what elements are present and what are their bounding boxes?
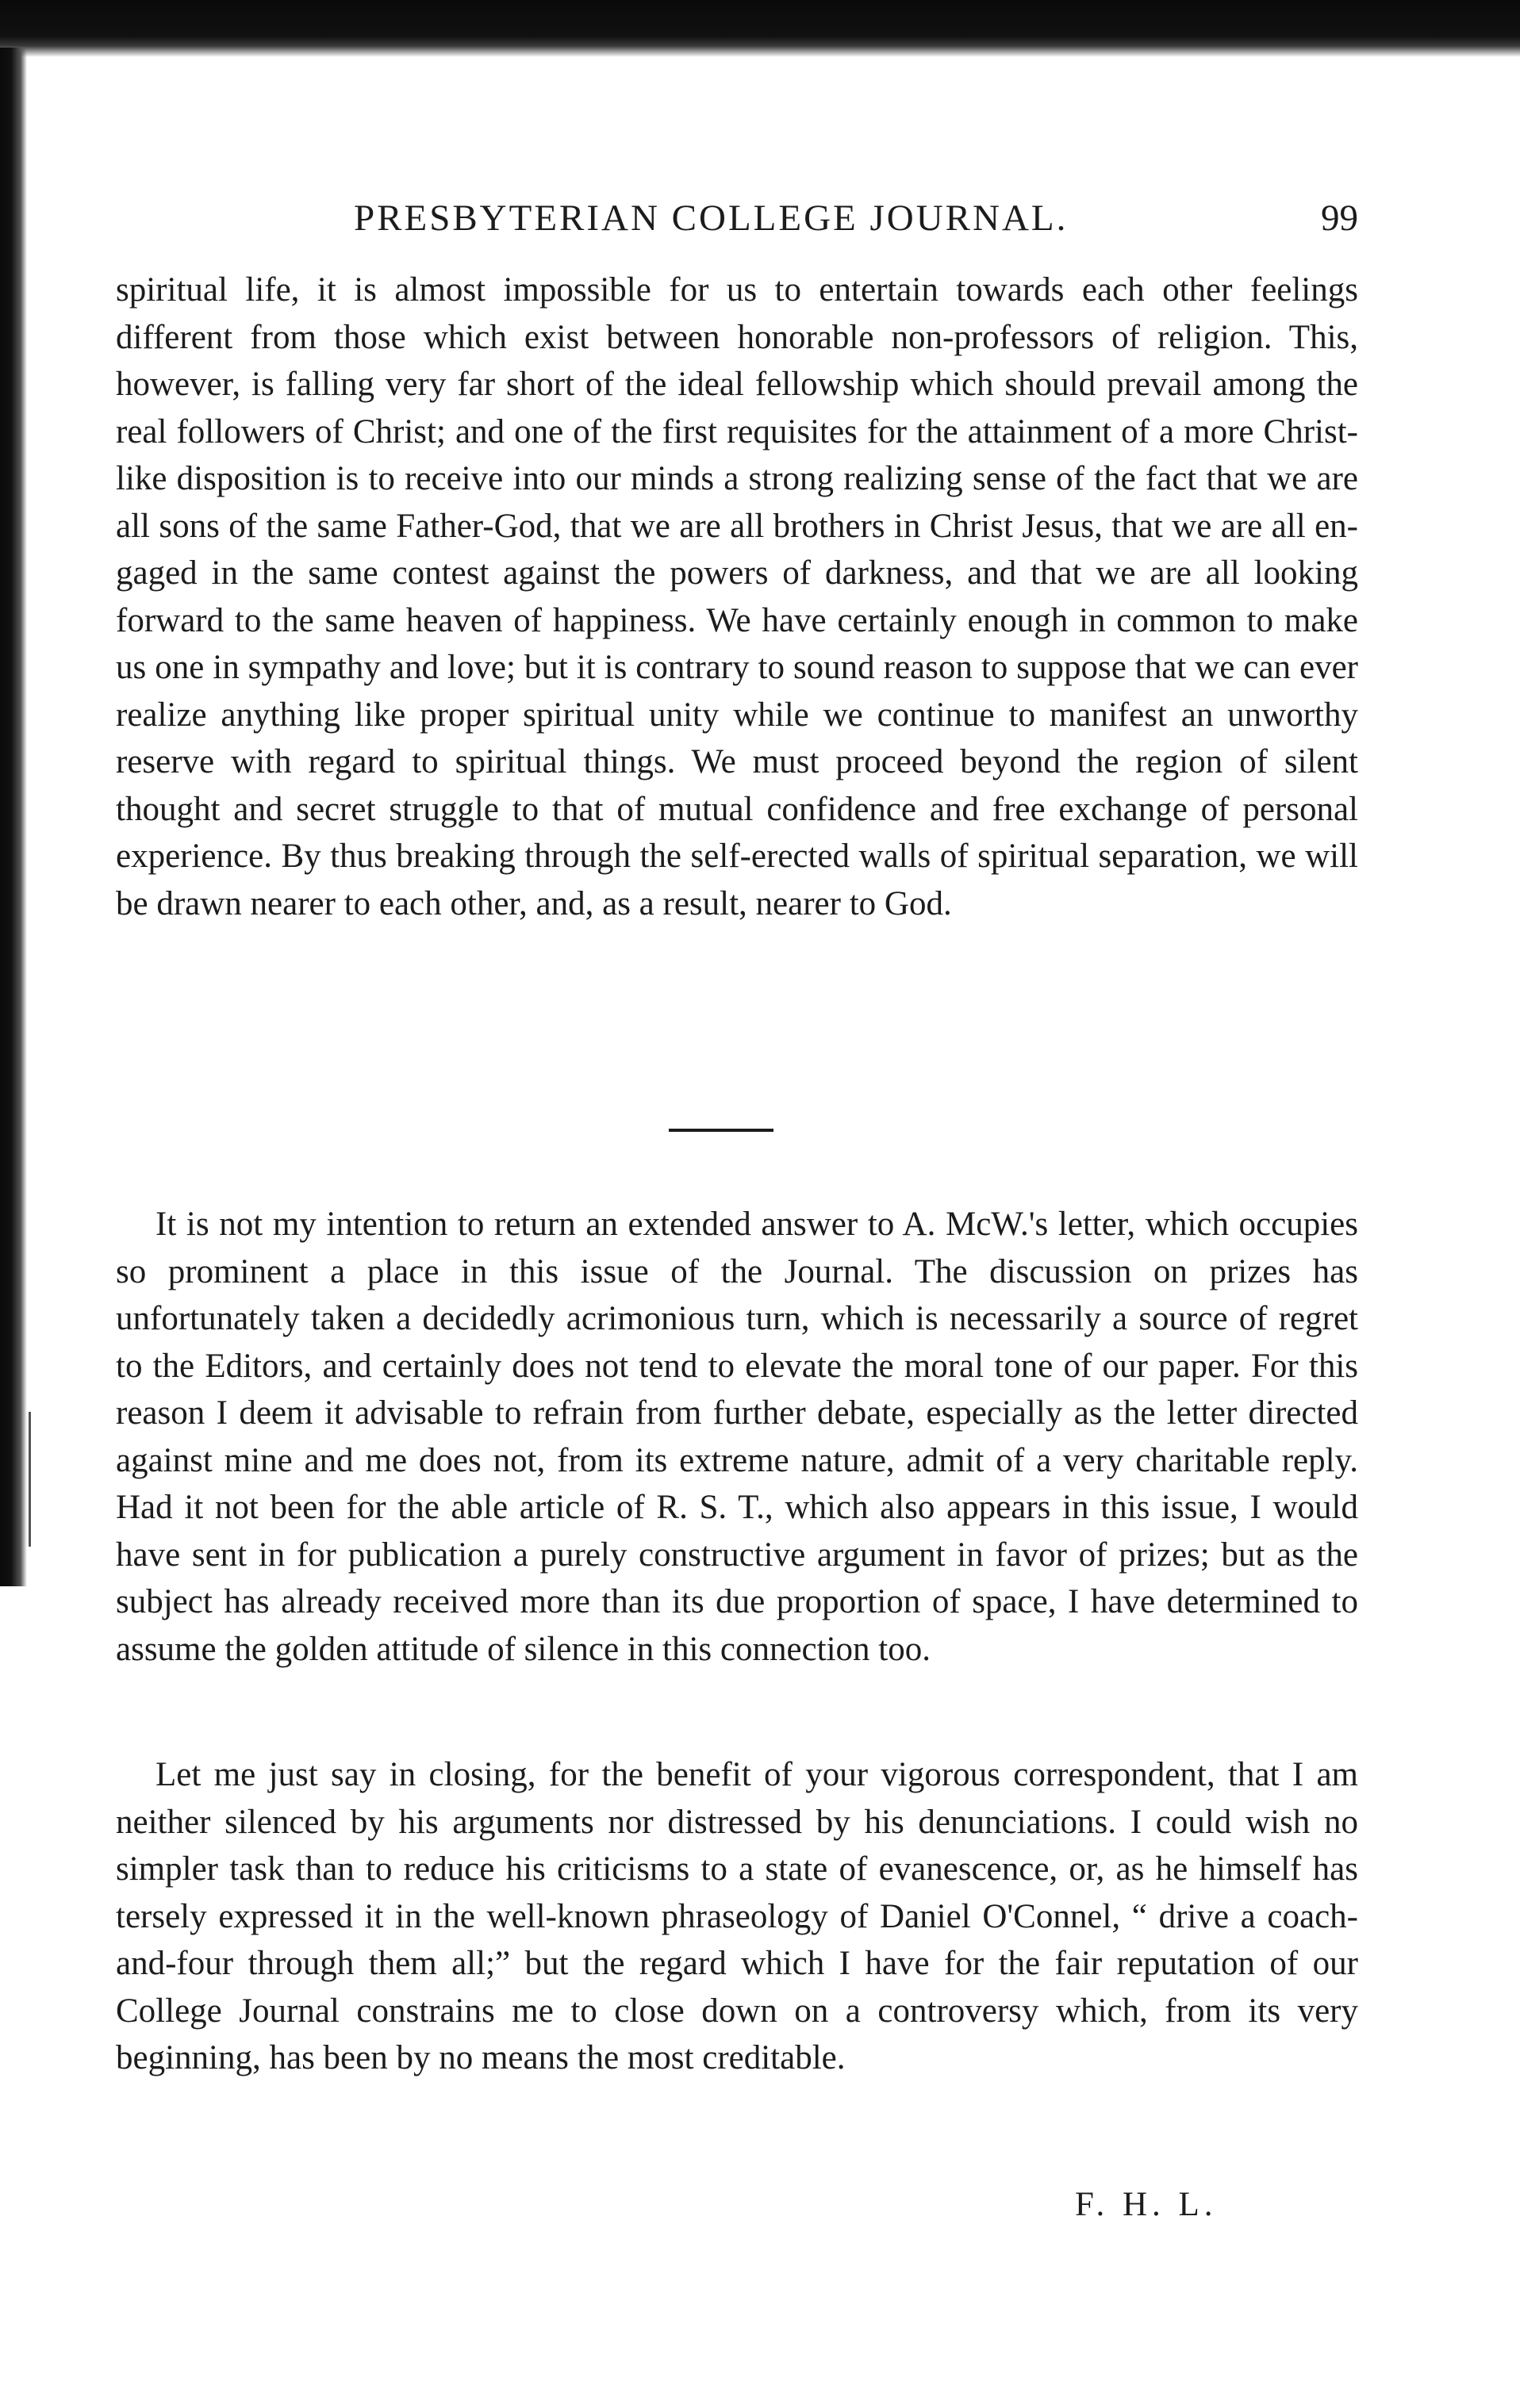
running-header — [116, 197, 1358, 252]
letter-paragraph-1: It is not my intention to return an extended answer to A. McW.'s letter, which occupies so prominent a place in this issue of the Journal. The discussion on prizes has unfortunately taken a decidedly acrimonious turn, which is necessarily a source of regret to the Editors, and certainly does not tend to elevate the moral tone of our paper. For this reason I deem it advisable to refrain from further debate, especially as the letter directed against mine and me does not, from its extreme nature, admit of a very charitable reply. Had it not been for the able article of R. S. T., which also appears in this issue, I would have sent in for publication a purely constructive argument in favor of prizes; but as the subject has already received more than its due proportion of space, I have determined to assume the golden attitude of silence in this connection too. — [116, 1206, 1358, 1668]
letter-signature: F. H. L. — [1075, 2186, 1218, 2223]
scan-border-left-tail — [29, 1412, 31, 1547]
page-number: 99 — [1321, 197, 1358, 239]
scan-border-top — [0, 0, 1520, 57]
journal-title: PRESBYTERIAN COLLEGE JOURNAL. — [354, 197, 1069, 239]
letter-paragraph-2: Let me just say in closing, for the benefit of your vigorous correspondent, that I am neither silenced by his arguments nor distressed by his denunciations. I could wish no simpler task than to reduce his criticisms to a state of evanescence, or, as he himself has tersely expressed it in the well-known phraseology of Daniel O'Connel, “ drive a coach-and-four through them all;” but the regard which I have for the fair reputation of our College Journal constrains me to close down on a controversy which, from its very beginning, has been by no means the most creditable. — [116, 1756, 1358, 2076]
scan-border-left — [0, 48, 27, 1586]
section-divider-rule — [669, 1129, 773, 1132]
article-continued-paragraph: spiritual life, it is almost impossible for us to entertain towards each other feelings different from those which exist between honorable non-professors of religion. This, however, is falling very far short of the ideal fellowship which should prevail among the real followers of Christ; and one of the first requisites for the attainment of a more Christ-like disposition is to receive into our minds a strong realizing sense of the fact that we are all sons of the same Father-God, that we are all brothers in Christ Jesus, that we are all engaged in the same contest against the powers of darkness, and that we are all looking forward to the same heaven of happiness. We have certainly enough in common to make us one in sympathy and love; but it is contrary to sound reason to suppose that we can ever realize anything like proper spiritual unity while we continue to manifest an unworthy reserve with regard to spiritual things. We must proceed beyond the region of silent thought and secret struggle to that of mutual confidence and free exchange of personal experience. By thus breaking through the self-erected walls of spiritual separation, we will be drawn nearer to each other, and, as a result, nearer to God. — [116, 271, 1358, 922]
